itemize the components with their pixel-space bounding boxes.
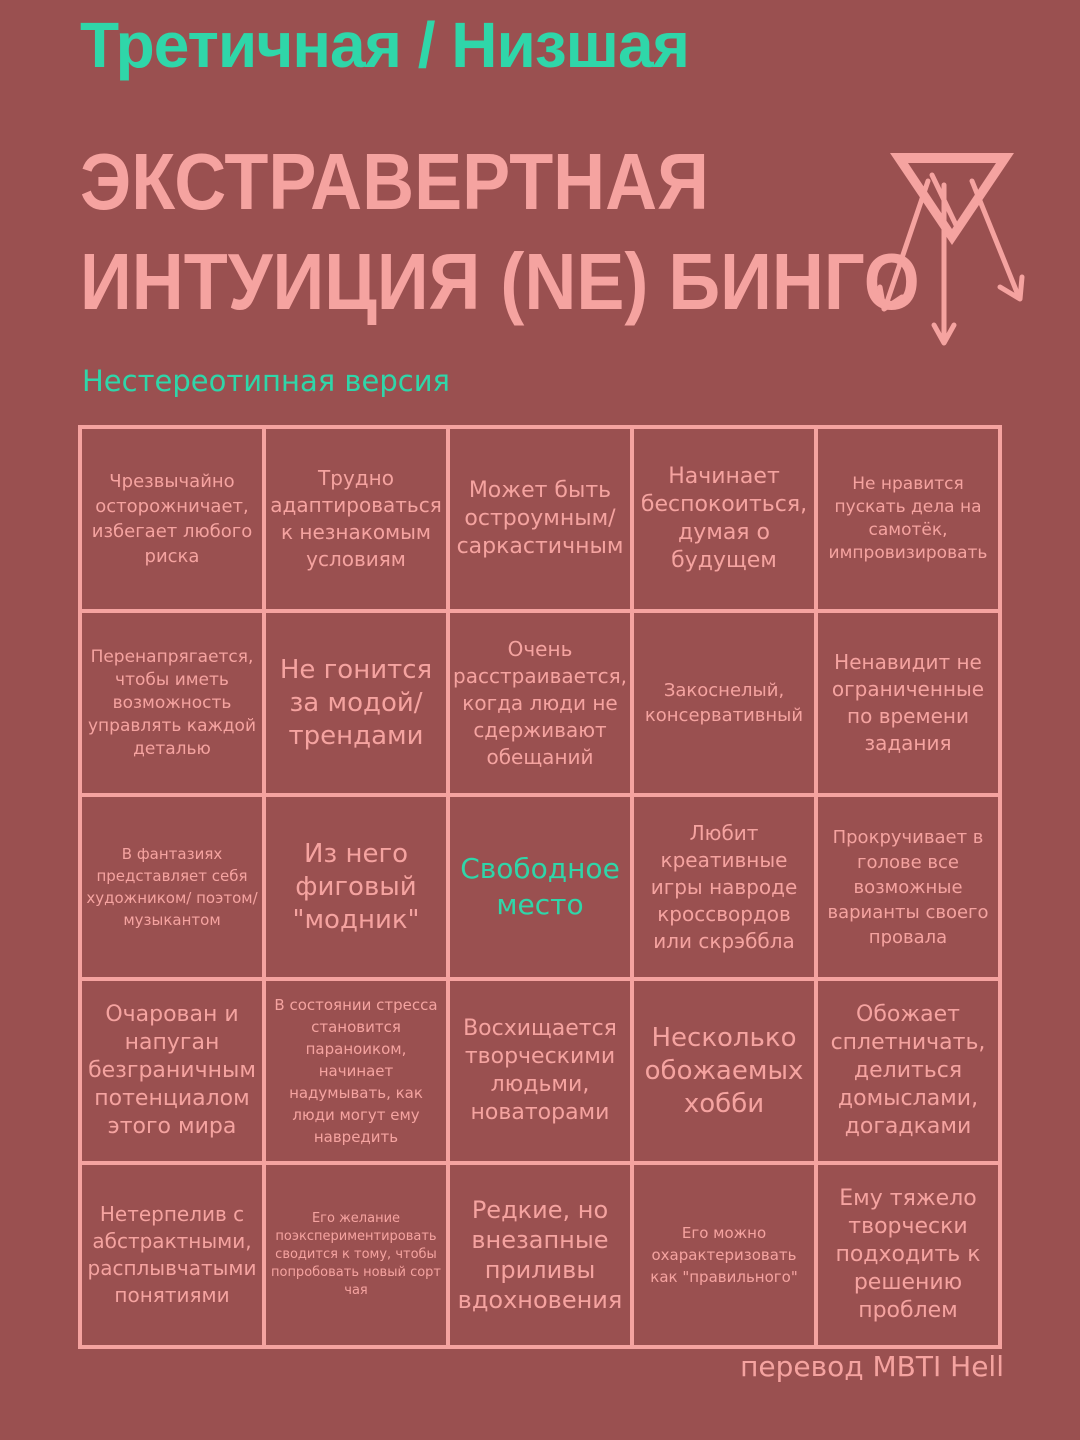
bingo-cell[interactable]: Из него фиговый "модник": [264, 795, 448, 979]
bingo-cell[interactable]: Очень расстраивается, когда люди не сдерживают обещаний: [448, 611, 632, 795]
bingo-cell[interactable]: В фантазиях представляет себя художником/ поэтом/музыкантом: [80, 795, 264, 979]
bingo-cell[interactable]: Его можно охарактеризовать как "правильного": [632, 1163, 816, 1347]
bingo-cell[interactable]: Закоснелый, консервативный: [632, 611, 816, 795]
bingo-cell[interactable]: Начинает беспокоиться, думая о будущем: [632, 427, 816, 611]
subtitle: Нестереотипная версия: [82, 364, 450, 398]
translator-credit: перевод MBTI Hell: [740, 1350, 1004, 1383]
bingo-grid: [78, 425, 1002, 1349]
bingo-cell[interactable]: Очарован и напуган безграничным потенциалом этого мира: [80, 979, 264, 1163]
bingo-cell[interactable]: Может быть остроумным/ саркастичным: [448, 427, 632, 611]
bingo-cell[interactable]: Не гонится за модой/ трендами: [264, 611, 448, 795]
ne-function-symbol-icon: [872, 145, 1032, 355]
bingo-cell[interactable]: Восхищается творческими людьми, новаторами: [448, 979, 632, 1163]
bingo-cell[interactable]: Нетерпелив с абстрактными, расплывчатыми понятиями: [80, 1163, 264, 1347]
bingo-cell[interactable]: Обожает сплетничать, делиться домыслами, догадками: [816, 979, 1000, 1163]
bingo-cell[interactable]: Его желание поэкспериментировать сводится к тому, чтобы попробовать новый сорт чая: [264, 1163, 448, 1347]
bingo-cell[interactable]: Прокручивает в голове все возможные варианты своего провала: [816, 795, 1000, 979]
main-title-line-2: ИНТУИЦИЯ (NE) БИНГО: [80, 237, 920, 326]
main-title-line-1: ЭКСТРАВЕРТНАЯ: [80, 137, 709, 226]
bingo-cell[interactable]: Трудно адаптироваться к незнакомым условиям: [264, 427, 448, 611]
top-title: Третичная / Низшая: [80, 9, 689, 81]
bingo-cell[interactable]: Ему тяжело творчески подходить к решению проблем: [816, 1163, 1000, 1347]
bingo-cell[interactable]: Не нравится пускать дела на самотёк, импровизировать: [816, 427, 1000, 611]
free-space-cell[interactable]: Свободное место: [448, 795, 632, 979]
bingo-cell[interactable]: Любит креативные игры навроде кроссвордов или скрэббла: [632, 795, 816, 979]
bingo-cell[interactable]: Чрезвычайно осторожничает, избегает любого риска: [80, 427, 264, 611]
bingo-cell[interactable]: Редкие, но внезапные приливы вдохновения: [448, 1163, 632, 1347]
bingo-cell[interactable]: Ненавидит не ограниченные по времени задания: [816, 611, 1000, 795]
bingo-cell[interactable]: В состоянии стресса становится параноиком, начинает надумывать, как люди могут ему навредить: [264, 979, 448, 1163]
bingo-cell[interactable]: Несколько обожаемых хобби: [632, 979, 816, 1163]
bingo-cell[interactable]: Перенапрягается, чтобы иметь возможность управлять каждой деталью: [80, 611, 264, 795]
